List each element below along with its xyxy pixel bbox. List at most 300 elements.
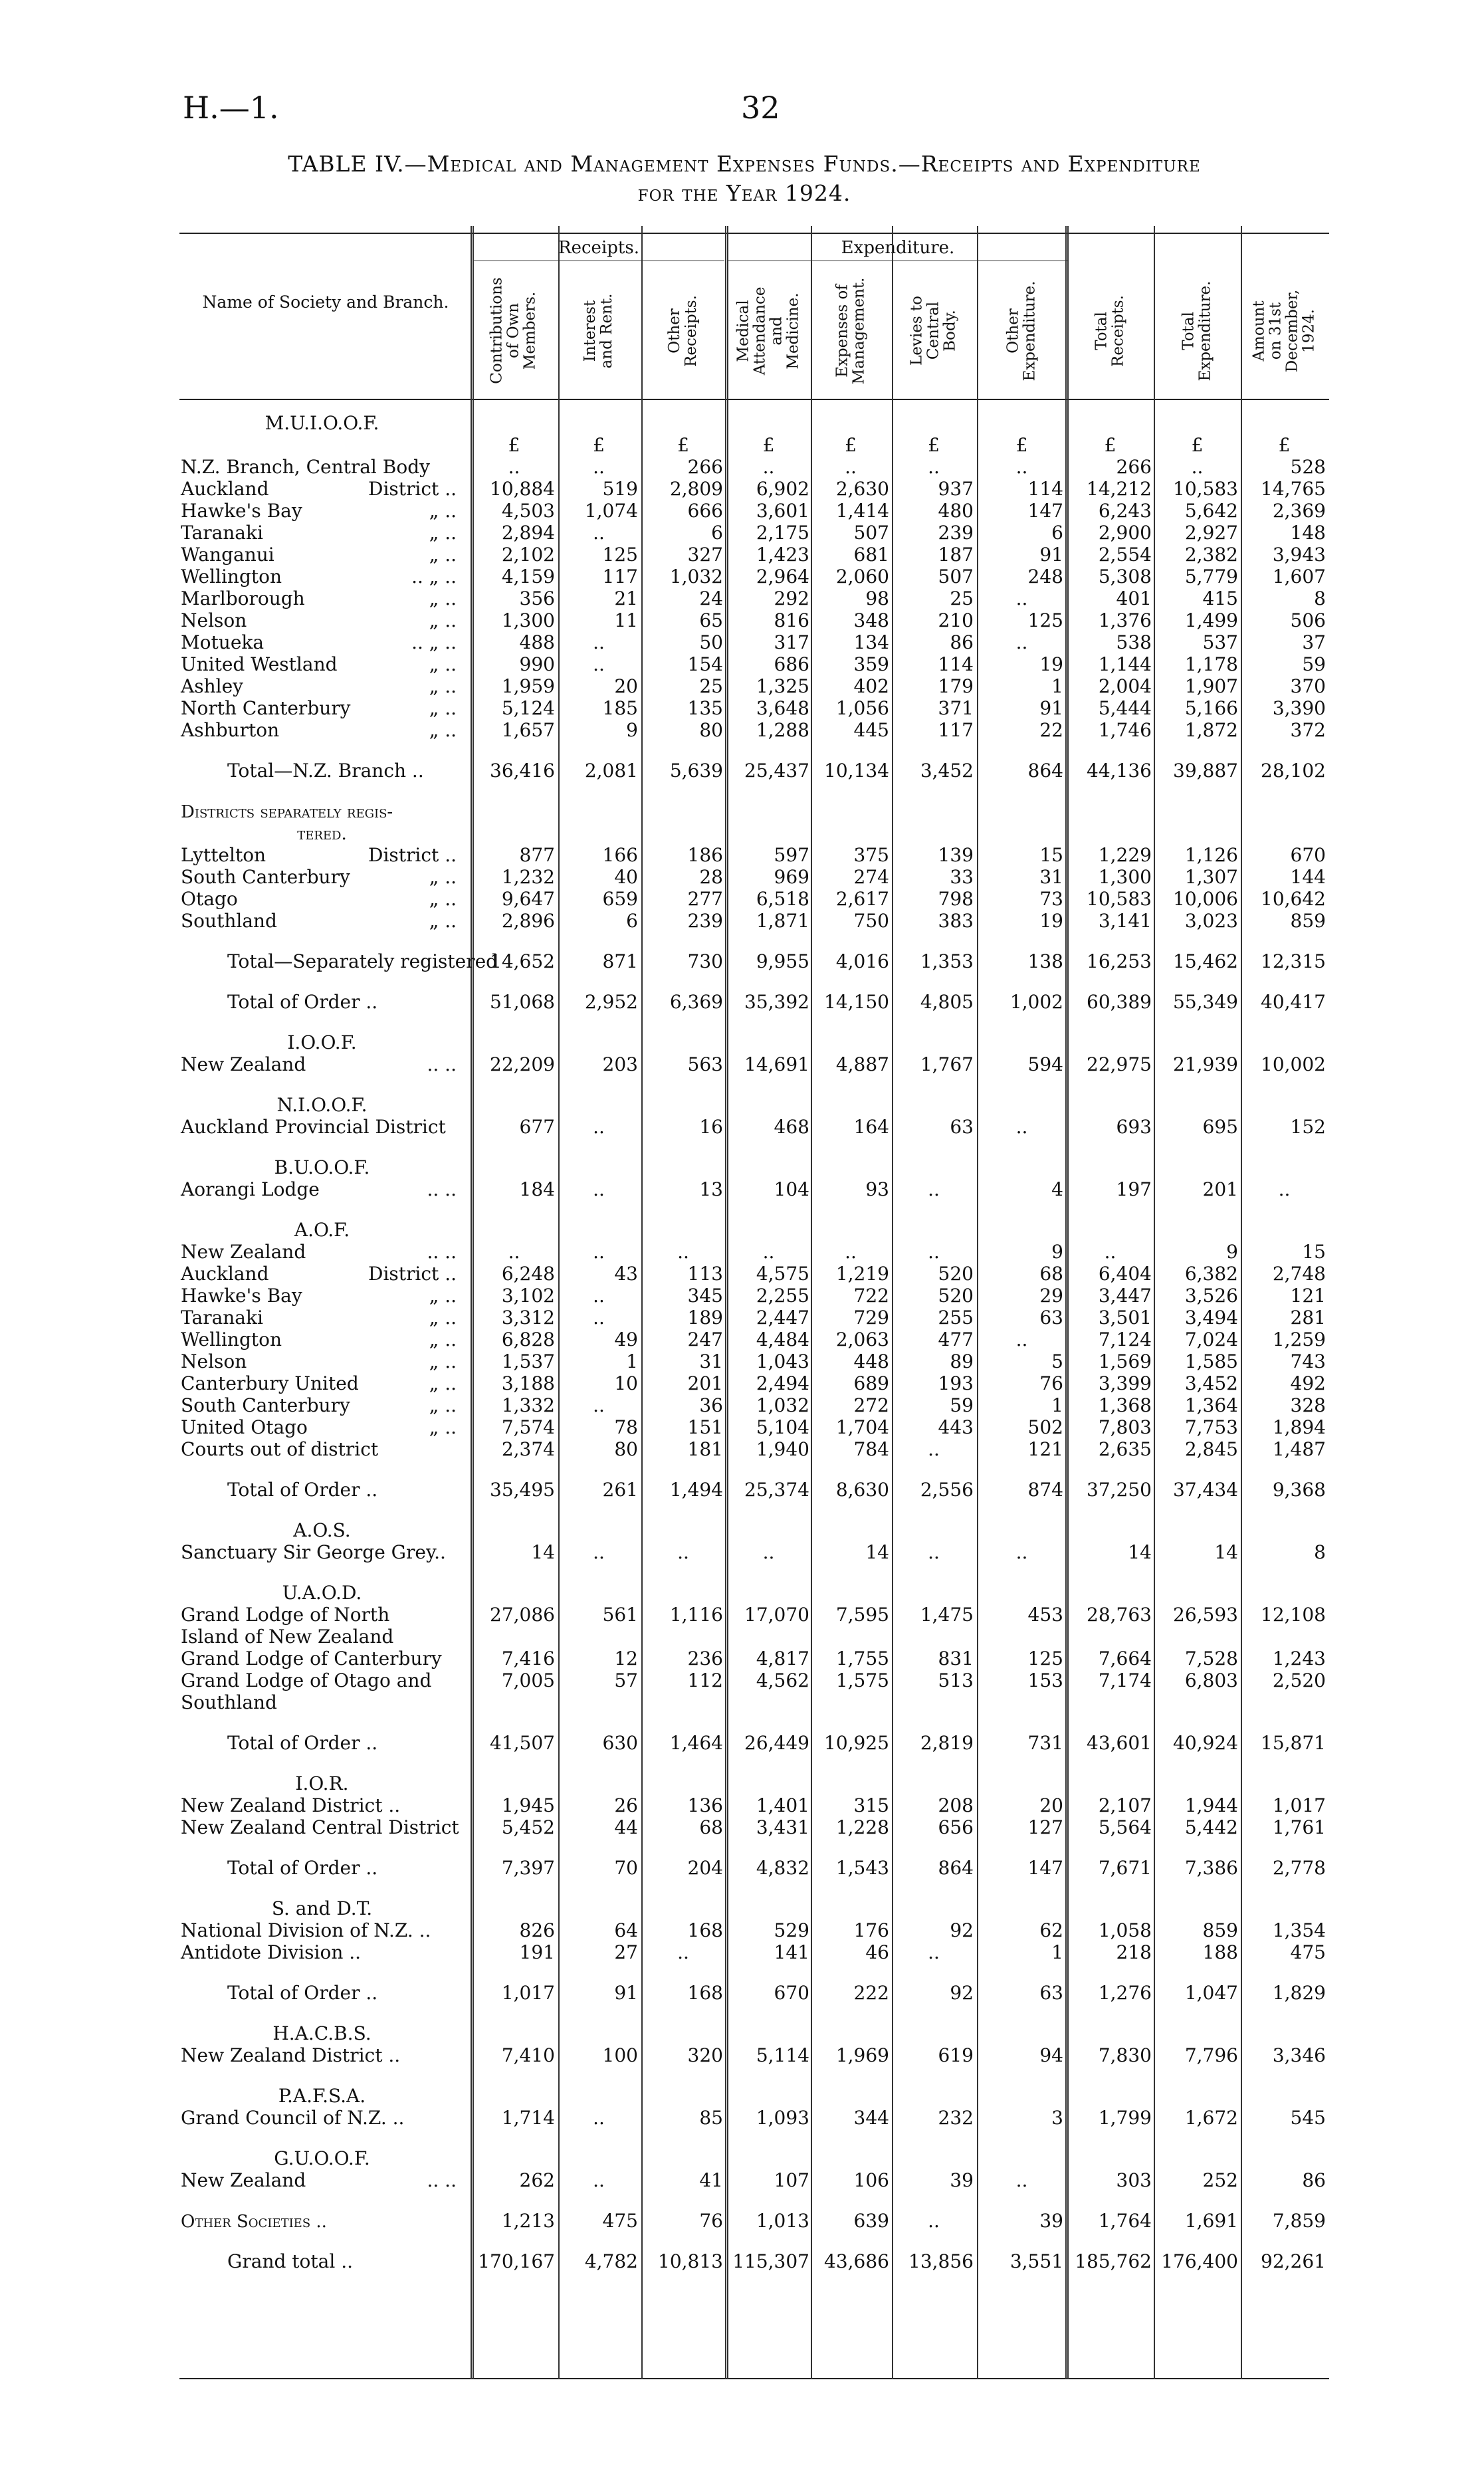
cell-other-receipts: 113 [687,1263,723,1285]
cell-management-expenses: 445 [853,719,889,741]
row-name [181,910,463,932]
table-row [0,1178,1484,1200]
cell-other-expenditure: 19 [1039,653,1063,675]
cell-contributions: 6,828 [501,1329,555,1350]
cell-other-receipts: 76 [699,2210,723,2232]
cell-total-expenditure: £ [1191,434,1204,456]
cell-amount-31-december: 15 [1302,1241,1326,1263]
cell-other-expenditure: 3 [1051,2107,1063,2129]
cell-total-expenditure: 1,944 [1184,1794,1238,1816]
cell-levies-central-body: 86 [950,631,974,653]
cell-total-receipts: 14 [1128,1541,1152,1563]
cell-contributions: 2,374 [501,1438,555,1460]
cell-levies-central-body: 520 [938,1285,974,1307]
row-name [181,1241,463,1263]
cell-contributions: £ [508,434,520,456]
cell-total-receipts: 7,124 [1098,1329,1152,1350]
cell-management-expenses: £ [845,434,857,456]
row-name-text: N.Z. Branch, Central Body [181,456,430,478]
column-header-label: Other Receipts. [666,294,700,367]
cell-medical-attendance: 4,575 [756,1263,809,1285]
cell-interest-rent: 20 [614,675,638,697]
cell-interest-rent: 64 [614,1919,638,1941]
cell-interest-rent: 11 [614,609,638,631]
cell-contributions: 3,188 [501,1372,555,1394]
cell-other-expenditure: 6 [1051,522,1063,544]
cell-interest-rent: 125 [602,544,638,566]
cell-amount-31-december: 28,102 [1261,760,1326,782]
cell-other-expenditure: 19 [1039,910,1063,932]
cell-medical-attendance: 1,288 [756,719,809,741]
cell-management-expenses: 375 [853,844,889,866]
row-name-text: U.A.O.D. [282,1582,362,1604]
cell-other-receipts: 65 [699,609,723,631]
cell-total-expenditure: 5,442 [1184,1816,1238,1838]
cell-other-receipts: 563 [687,1053,723,1075]
cell-medical-attendance: 6,902 [756,478,809,500]
cell-other-receipts: 31 [699,1350,723,1372]
cell-management-expenses: 10,134 [824,760,889,782]
cell-interest-rent: 100 [602,2044,638,2066]
cell-contributions: 1,537 [501,1350,555,1372]
cell-interest-rent: 166 [602,844,638,866]
cell-other-expenditure: .. [1015,1541,1028,1563]
row-district-marker: .. .. [427,1053,457,1075]
cell-other-receipts: 236 [687,1648,723,1669]
cell-interest-rent: .. [593,2169,605,2191]
cell-total-receipts: 266 [1116,456,1152,478]
cell-medical-attendance: 529 [774,1919,809,1941]
cell-total-receipts: 60,389 [1087,991,1152,1013]
table-row [0,1263,1484,1285]
society-heading [0,1094,1484,1116]
row-name-text: New Zealand [181,1241,306,1263]
cell-management-expenses: 315 [853,1794,889,1816]
cell-medical-attendance: 6,518 [756,888,809,910]
row-name-text: New Zealand District .. [181,2044,401,2066]
cell-amount-31-december: 281 [1290,1307,1326,1329]
column-header-label: Interest and Rent. [582,293,615,368]
cell-levies-central-body: 371 [938,697,974,719]
cell-contributions: 3,312 [501,1307,555,1329]
cell-other-receipts: 41 [699,2169,723,2191]
cell-contributions: 2,896 [501,910,555,932]
row-name [181,1669,463,1691]
row-district-marker: „ .. [429,697,457,719]
cell-amount-31-december: 1,487 [1272,1438,1326,1460]
row-name [181,1857,463,1879]
cell-medical-attendance: 26,449 [744,1732,809,1754]
cell-interest-rent: 561 [602,1604,638,1626]
row-district-marker: .. „ .. [411,566,457,588]
cell-levies-central-body: 520 [938,1263,974,1285]
expenditure-group-header: Expenditure. [841,238,955,258]
table-row [0,434,1484,456]
cell-levies-central-body: 139 [938,844,974,866]
total-row [0,1732,1484,1754]
cell-total-expenditure: 40,924 [1173,1732,1238,1754]
row-name-text: Motueka [181,631,265,653]
cell-interest-rent: 1 [626,1350,638,1372]
table-row [0,697,1484,719]
cell-interest-rent: .. [593,1178,605,1200]
cell-levies-central-body: 2,556 [920,1479,974,1501]
cell-amount-31-december: 152 [1290,1116,1326,1138]
cell-other-expenditure: 94 [1039,2044,1063,2066]
cell-other-expenditure: 125 [1027,609,1063,631]
cell-total-expenditure: 26,593 [1173,1604,1238,1626]
total-row [0,1479,1484,1501]
cell-management-expenses: 689 [853,1372,889,1394]
cell-total-expenditure: 5,642 [1184,500,1238,522]
row-district-marker: „ .. [429,1329,457,1350]
table-row [0,1394,1484,1416]
row-name-text: Grand Council of N.Z. .. [181,2107,405,2129]
cell-levies-central-body: 443 [938,1416,974,1438]
row-name [181,609,463,631]
row-name [181,1372,463,1394]
column-header-total-receipts [1069,266,1152,395]
cell-interest-rent: 49 [614,1329,638,1350]
cell-levies-central-body: 92 [950,1982,974,2004]
cell-interest-rent: 40 [614,866,638,888]
cell-management-expenses: 1,543 [835,1857,889,1879]
cell-total-expenditure: 2,927 [1184,522,1238,544]
cell-medical-attendance: 1,423 [756,544,809,566]
cell-amount-31-december: 12,315 [1261,950,1326,972]
row-district-marker: „ .. [429,719,457,741]
cell-medical-attendance: 3,431 [756,1816,809,1838]
cell-medical-attendance: 816 [774,609,809,631]
cell-other-receipts: 201 [687,1372,723,1394]
cell-total-receipts: 185,762 [1075,2250,1152,2272]
cell-total-receipts: 6,404 [1098,1263,1152,1285]
cell-management-expenses: 722 [853,1285,889,1307]
row-district-marker: „ .. [429,544,457,566]
cell-amount-31-december: 40,417 [1261,991,1326,1013]
table-row [0,675,1484,697]
cell-medical-attendance: 4,562 [756,1669,809,1691]
cell-total-expenditure: 39,887 [1173,760,1238,782]
cell-amount-31-december: 3,390 [1272,697,1326,719]
row-name-text: Otago [181,888,238,910]
row-name-text: A.O.S. [293,1519,351,1541]
cell-amount-31-december: 121 [1290,1285,1326,1307]
cell-management-expenses: 750 [853,910,889,932]
cell-amount-31-december: 2,520 [1272,1669,1326,1691]
cell-medical-attendance: 2,964 [756,566,809,588]
cell-total-receipts: 16,253 [1087,950,1152,972]
cell-total-receipts: 14,212 [1087,478,1152,500]
table-row [0,1329,1484,1350]
cell-other-receipts: 24 [699,588,723,609]
cell-contributions: .. [508,456,520,478]
cell-other-receipts: .. [677,1541,689,1563]
cell-levies-central-body: 193 [938,1372,974,1394]
cell-other-receipts: 80 [699,719,723,741]
cell-total-expenditure: 15,462 [1173,950,1238,972]
table-row [0,2044,1484,2066]
cell-medical-attendance: 107 [774,2169,809,2191]
row-name [181,1416,463,1438]
row-name [181,631,463,653]
row-name-text: New Zealand District .. [181,1794,401,1816]
cell-total-expenditure: 1,178 [1184,653,1238,675]
total-row [0,1857,1484,1879]
cell-levies-central-body: 864 [938,1857,974,1879]
cell-total-expenditure: 7,796 [1184,2044,1238,2066]
table-row [0,653,1484,675]
row-name-text: Grand Lodge of North [181,1604,390,1626]
cell-management-expenses: 2,060 [835,566,889,588]
cell-contributions: 826 [519,1919,555,1941]
cell-amount-31-december: 2,778 [1272,1857,1326,1879]
column-header-label: Amount on 31st December, 1924. [1250,289,1318,372]
row-name-text: Grand Lodge of Otago and [181,1669,432,1691]
row-district-marker: .. .. [427,1241,457,1263]
cell-contributions: 27,086 [490,1604,555,1626]
row-name [181,1816,463,1838]
cell-contributions: 488 [519,631,555,653]
cell-total-expenditure: 1,126 [1184,844,1238,866]
row-name [181,544,463,566]
row-name-text: New Zealand [181,1053,306,1075]
cell-amount-31-december: 1,894 [1272,1416,1326,1438]
cell-management-expenses: 729 [853,1307,889,1329]
table-row [0,1626,1484,1648]
cell-other-receipts: 204 [687,1857,723,1879]
cell-contributions: 5,124 [501,697,555,719]
cell-medical-attendance: 686 [774,653,809,675]
cell-total-receipts: 37,250 [1087,1479,1152,1501]
row-name-text: Total of Order .. [227,1732,378,1754]
cell-other-expenditure: 127 [1027,1816,1063,1838]
cell-medical-attendance: 3,648 [756,697,809,719]
cell-other-expenditure: 121 [1027,1438,1063,1460]
row-name-text: Nelson [181,1350,247,1372]
column-header-contributions [473,266,555,395]
row-name-text: United Otago [181,1416,308,1438]
cell-total-expenditure: 3,023 [1184,910,1238,932]
table-row [0,1416,1484,1438]
row-name [181,1307,463,1329]
cell-other-receipts: 36 [699,1394,723,1416]
cell-total-expenditure: 415 [1202,588,1238,609]
row-district-marker: „ .. [429,1416,457,1438]
cell-other-expenditure: 1 [1051,1394,1063,1416]
cell-total-expenditure: 1,047 [1184,1982,1238,2004]
cell-total-expenditure: .. [1191,456,1204,478]
cell-other-receipts: 247 [687,1329,723,1350]
cell-amount-31-december: 92,261 [1261,2250,1326,2272]
cell-other-receipts: 666 [687,500,723,522]
cell-management-expenses: 222 [853,1982,889,2004]
row-name [181,653,463,675]
table-row [0,1241,1484,1263]
row-name [181,1794,463,1816]
cell-amount-31-december: 475 [1290,1941,1326,1963]
row-name [181,2250,463,2272]
society-heading [0,1519,1484,1541]
cell-levies-central-body: 1,767 [920,1053,974,1075]
cell-other-receipts: 239 [687,910,723,932]
cell-amount-31-december: 492 [1290,1372,1326,1394]
cell-management-expenses: 1,704 [835,1416,889,1438]
cell-contributions: 356 [519,588,555,609]
cell-other-expenditure: 874 [1027,1479,1063,1501]
cell-total-receipts: 538 [1116,631,1152,653]
table-row [0,609,1484,631]
title-caps: Medical and Management Expenses Funds.—Receipts and Expenditure [427,151,1201,177]
cell-other-expenditure: 5 [1051,1350,1063,1372]
cell-contributions: 2,894 [501,522,555,544]
cell-total-receipts: 197 [1116,1178,1152,1200]
cell-amount-31-december: 15,871 [1261,1732,1326,1754]
cell-total-expenditure: 55,349 [1173,991,1238,1013]
table-row [0,1648,1484,1669]
row-name [181,1582,463,1604]
row-name [181,1178,463,1200]
cell-contributions: 6,248 [501,1263,555,1285]
cell-levies-central-body: .. [928,1241,940,1263]
row-name-text: Hawke's Bay [181,500,302,522]
top-rule [179,233,1329,234]
cell-contributions: 877 [519,844,555,866]
cell-medical-attendance: 1,032 [756,1394,809,1416]
row-name [181,2107,463,2129]
cell-total-expenditure: 2,382 [1184,544,1238,566]
cell-levies-central-body: £ [928,434,940,456]
row-district-marker: „ .. [429,888,457,910]
cell-medical-attendance: 1,093 [756,2107,809,2129]
cell-total-receipts: 5,444 [1098,697,1152,719]
cell-other-expenditure: 453 [1027,1604,1063,1626]
cell-contributions: 51,068 [490,991,555,1013]
row-district-marker: „ .. [429,1285,457,1307]
row-name-text: Other Societies .. [181,2212,327,2232]
cell-interest-rent: 261 [602,1479,638,1501]
cell-total-receipts: 44,136 [1087,760,1152,782]
row-name-text: Auckland [181,478,269,500]
row-name-text: G.U.O.O.F. [274,2147,370,2169]
cell-other-receipts: 181 [687,1438,723,1460]
cell-interest-rent: 659 [602,888,638,910]
row-name-text: tered. [297,824,347,844]
cell-medical-attendance: 468 [774,1116,809,1138]
cell-total-receipts: 693 [1116,1116,1152,1138]
cell-other-receipts: 1,494 [669,1479,723,1501]
cell-amount-31-december: 1,259 [1272,1329,1326,1350]
cell-amount-31-december: 1,354 [1272,1919,1326,1941]
cell-total-receipts: 7,664 [1098,1648,1152,1669]
cell-management-expenses: .. [845,1241,857,1263]
cell-levies-central-body: 513 [938,1669,974,1691]
cell-amount-31-december: 14,765 [1261,478,1326,500]
cell-contributions: 7,410 [501,2044,555,2066]
cell-management-expenses: .. [845,456,857,478]
cell-other-expenditure: 594 [1027,1053,1063,1075]
cell-total-receipts: 2,107 [1098,1794,1152,1816]
cell-management-expenses: 402 [853,675,889,697]
cell-interest-rent: 475 [602,2210,638,2232]
row-district-marker: District .. [368,1263,457,1285]
cell-contributions: 170,167 [478,2250,555,2272]
row-name [181,478,463,500]
row-name-text: Wellington [181,566,282,588]
table-row [0,2169,1484,2191]
cell-other-expenditure: £ [1015,434,1028,456]
cell-interest-rent: 630 [602,1732,638,1754]
cell-interest-rent: .. [593,631,605,653]
cell-medical-attendance: 3,601 [756,500,809,522]
society-heading [0,1582,1484,1604]
cell-other-receipts: 320 [687,2044,723,2066]
cell-medical-attendance: 2,494 [756,1372,809,1394]
row-name-text: Hawke's Bay [181,1285,302,1307]
cell-other-expenditure: 62 [1039,1919,1063,1941]
table-row [0,1919,1484,1941]
row-district-marker: „ .. [429,1394,457,1416]
cell-interest-rent: 10 [614,1372,638,1394]
cell-other-receipts: 1,116 [669,1604,723,1626]
cell-medical-attendance: 1,401 [756,1794,809,1816]
row-name [181,412,463,434]
bottom-rule [179,2378,1329,2379]
cell-medical-attendance: 2,255 [756,1285,809,1307]
cell-management-expenses: 2,630 [835,478,889,500]
total-row [0,760,1484,782]
cell-total-expenditure: 1,307 [1184,866,1238,888]
row-district-marker: .. .. [427,2169,457,2191]
cell-medical-attendance: 4,817 [756,1648,809,1669]
cell-other-receipts: 112 [687,1669,723,1691]
cell-other-expenditure: 73 [1039,888,1063,910]
cell-contributions: 3,102 [501,1285,555,1307]
cell-other-receipts: 186 [687,844,723,866]
cell-levies-central-body: 13,856 [908,2250,974,2272]
table-row [0,844,1484,866]
cell-interest-rent: .. [593,1285,605,1307]
cell-interest-rent: 57 [614,1669,638,1691]
table-row [0,456,1484,478]
column-header-label: Expenses of Management. [833,277,868,384]
cell-total-expenditure: 3,452 [1184,1372,1238,1394]
row-name-text: Lyttelton [181,844,266,866]
cell-levies-central-body: 1,475 [920,1604,974,1626]
cell-total-receipts: .. [1104,1241,1116,1263]
cell-amount-31-december: 1,017 [1272,1794,1326,1816]
cell-levies-central-body: 92 [950,1919,974,1941]
society-heading [0,412,1484,434]
cell-total-expenditure: 6,803 [1184,1669,1238,1691]
row-name [181,1982,463,2004]
cell-amount-31-december: 148 [1290,522,1326,544]
cell-other-expenditure: 248 [1027,566,1063,588]
cell-other-receipts: 25 [699,675,723,697]
receipts-group-header: Receipts. [558,238,639,258]
row-name [181,2169,463,2191]
cell-other-expenditure: .. [1015,631,1028,653]
cell-total-receipts: 1,799 [1098,2107,1152,2129]
cell-amount-31-december: 9,368 [1272,1479,1326,1501]
cell-total-receipts: 3,399 [1098,1372,1152,1394]
table-row [0,1438,1484,1460]
table-row [0,588,1484,609]
cell-levies-central-body: 507 [938,566,974,588]
cell-levies-central-body: 831 [938,1648,974,1669]
row-name-text: Grand total .. [227,2250,354,2272]
cell-total-receipts: 1,058 [1098,1919,1152,1941]
